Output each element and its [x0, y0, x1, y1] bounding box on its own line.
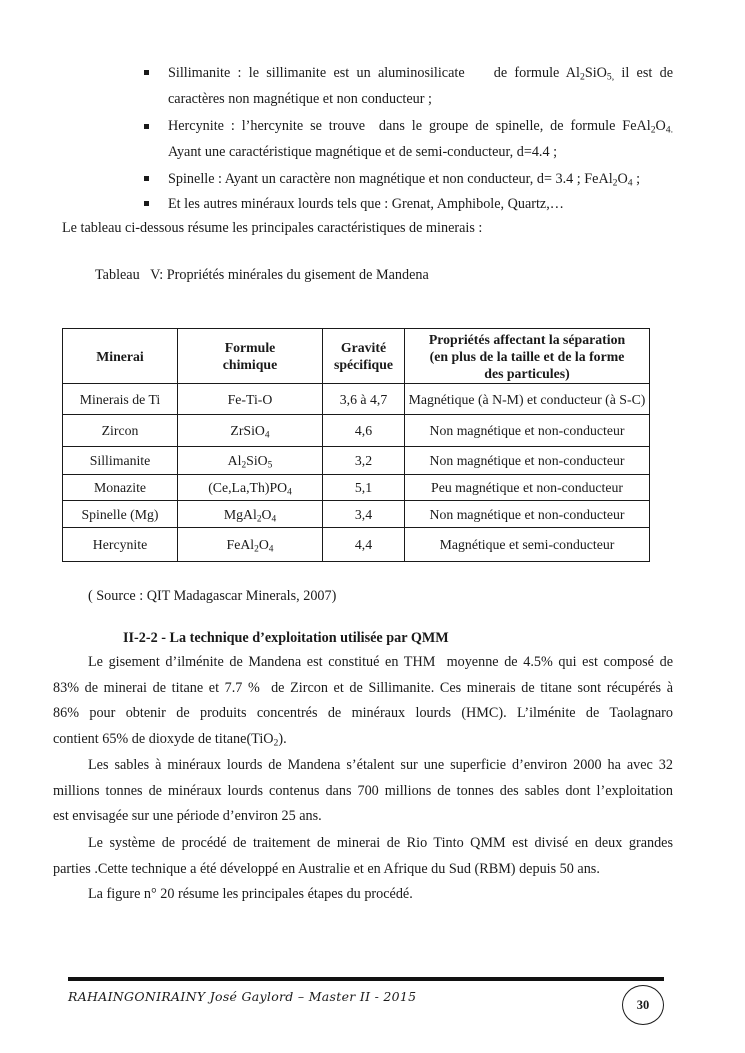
cell-minerai: Sillimanite [63, 447, 178, 475]
table-caption: Tableau V: Propriétés minérales du gisement de Mandena [95, 267, 429, 283]
cell-minerai: Zircon [63, 415, 178, 447]
table-row [63, 415, 650, 447]
table-row [63, 475, 650, 501]
paragraph-line: contient 65% de dioxyde de titane(TiO$_2$). [53, 731, 287, 749]
cell-formule: $(Ce,La,Th)PO_4$ [178, 475, 323, 501]
cell-gravite: 4,6 [323, 415, 405, 447]
cell-formule: $FeAl_2O_4$ [178, 528, 323, 562]
cell-minerai: Minerais de Ti [63, 384, 178, 415]
section-heading: II-2-2 - La technique d’exploitation utilisée par QMM [123, 630, 449, 646]
cell-gravite: 3,2 [323, 447, 405, 475]
table-source: ( Source : QIT Madagascar Minerals, 2007) [88, 588, 337, 604]
paragraph-line: millions tonnes de minéraux lourds contenus dans 700 millions de tonnes des sables dont l’exploitation [53, 783, 673, 799]
cell-gravite: 5,1 [323, 475, 405, 501]
bullet-line: caractères non magnétique et non conducteur ; [168, 91, 432, 107]
cell-minerai: Spinelle (Mg) [63, 501, 178, 528]
cell-proprietes: Non magnétique et non-conducteur [405, 447, 650, 475]
footer-divider [68, 977, 664, 981]
cell-minerai: Hercynite [63, 528, 178, 562]
cell-proprietes: Peu magnétique et non-conducteur [405, 475, 650, 501]
table-row [63, 501, 650, 528]
bullet-line: Ayant une caractéristique magnétique et de semi-conducteur, d=4.4 ; [168, 144, 558, 160]
paragraph-line: est envisagée sur une période d’environ 25 ans. [53, 808, 322, 824]
cell-proprietes: Non magnétique et non-conducteur [405, 415, 650, 447]
paragraph-line: 86% pour obtenir de produits concentrés de minéraux lourds (HMC). L’ilménite de Taolagnaro [53, 705, 673, 721]
cell-gravite: 3,6 à 4,7 [323, 384, 405, 415]
table-row [63, 447, 650, 475]
table-row [63, 528, 650, 562]
cell-formule: $Al_2SiO_5$ [178, 447, 323, 475]
minerals-table [62, 328, 650, 562]
header-formule: Formule chimique [178, 329, 323, 384]
bullet-line: Spinelle : Ayant un caractère non magnétique et non conducteur, d= 3.4 ; $FeAl_2O_4$ ; [168, 171, 641, 189]
cell-proprietes: Non magnétique et non-conducteur [405, 501, 650, 528]
bullet-marker-icon [144, 201, 149, 206]
header-proprietes: Propriétés affectant la séparation (en plus de la taille et de la forme des particules) [405, 329, 650, 384]
bullet-line: Hercynite : l’hercynite se trouve dans le groupe de spinelle, de formule $FeAl_2O_{4.}$ [168, 118, 673, 136]
cell-gravite: 4,4 [323, 528, 405, 562]
page-number [622, 985, 664, 1025]
paragraph-line: Le gisement d’ilménite de Mandena est constitué en THM moyenne de 4.5% qui est composé de [88, 654, 673, 670]
bullet-line: Sillimanite : le sillimanite est un aluminosilicate de formule $Al_2SiO_{5,}$ il est de [168, 65, 673, 83]
header-gravite: Gravité spécifique [323, 329, 405, 384]
paragraph-line: Le système de procédé de traitement de minerai de Rio Tinto QMM est divisé en deux grandes [88, 835, 673, 851]
cell-formule: Fe-Ti-O [178, 384, 323, 415]
page-number-text: 30 [636, 997, 650, 1012]
bullet-line: Et les autres minéraux lourds tels que : Grenat, Amphibole, Quartz,… [168, 196, 564, 212]
table-intro: Le tableau ci-dessous résume les principales caractéristiques de minerais : [62, 220, 483, 236]
bullet-marker-icon [144, 176, 149, 181]
table-header-row [63, 329, 650, 384]
header-minerai: Minerai [63, 329, 178, 384]
bullet-marker-icon [144, 124, 149, 129]
paragraph-line: La figure n° 20 résume les principales étapes du procédé. [88, 886, 413, 902]
bullet-marker-icon [144, 70, 149, 75]
footer-author: RAHAINGONIRAINY José Gaylord – Master II - 2015 [68, 989, 417, 1004]
cell-minerai: Monazite [63, 475, 178, 501]
cell-gravite: 3,4 [323, 501, 405, 528]
table-row [63, 384, 650, 415]
paragraph-line: 83% de minerai de titane et 7.7 % de Zircon et de Sillimanite. Ces minerais de titane sont récupérés à [53, 680, 673, 696]
cell-proprietes: Magnétique et semi-conducteur [405, 528, 650, 562]
paragraph-line: parties .Cette technique a été développé en Australie et en Afrique du Sud (RBM) depuis 50 ans. [53, 861, 600, 877]
paragraph-line: Les sables à minéraux lourds de Mandena s’étalent sur une superficie d’environ 2000 ha avec 32 [88, 757, 673, 773]
cell-proprietes: Magnétique (à N-M) et conducteur (à S-C) [405, 384, 650, 415]
cell-formule: ZrSiO$_4$ [178, 415, 323, 447]
cell-formule: $MgAl_2O_4$ [178, 501, 323, 528]
